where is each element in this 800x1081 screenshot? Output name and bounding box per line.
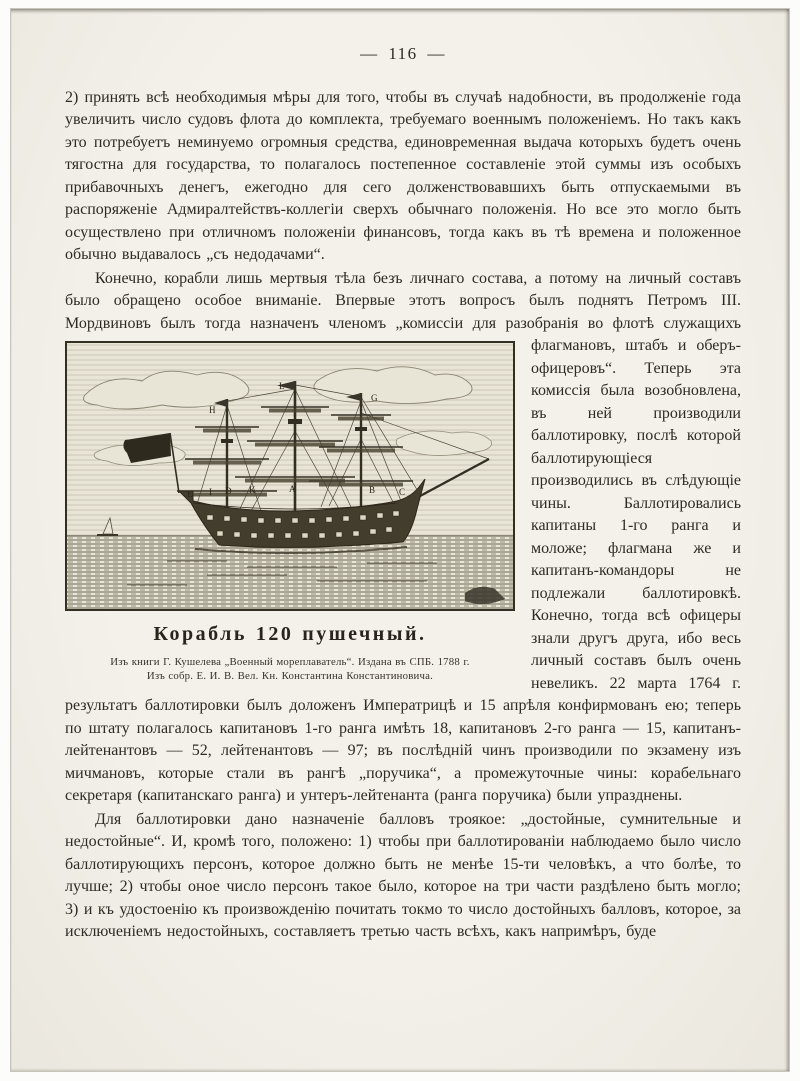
plate-letter: E — [187, 489, 193, 499]
plate-letter: A — [289, 484, 296, 494]
scanned-page — [10, 8, 790, 1072]
plate-letter: Н — [209, 405, 216, 415]
paragraph-1: 2) принять всѣ необходимыя мѣры для того, чтобы въ случаѣ надобности, въ продолженіе года увеличить число судовъ флота до комплекта, требуемаго военнымъ положеніемъ. Но такъ какъ это потребуетъ неминуемо огромныя средства, единовременная выдача которыхъ будетъ очень тягостна для государства, то полагалось постепенное составленіе этой суммы изъ особыхъ прибавочныхъ денегъ, ежегодно для сего долженствовавшихъ быть отпускаемыми въ распоряженіе Адмиралтействъ-коллегіи сверхъ обычнаго положенія. Но все это могло быть осуществлено при отличномъ положеніи финансовъ, тогда какъ въ тѣ времена и положенное обычно выдавалось „съ недодачами“. — [65, 88, 741, 263]
page-number: — 116 — — [360, 44, 446, 63]
plate-letter: L — [279, 381, 285, 391]
paragraph-3: Для баллотировки дано назначеніе балловъ троякое: „достойные, сумнительные и недостойные“. И, кромѣ того, положено: 1) чтобы при баллотированіи наблюдаемо было число баллотирующихъ персонъ, которое должно быть не менѣе 15-ти человѣкъ, а что болѣе, то лучше; 2) чтобы оное число персонъ такое было, которое на три части раздѣлено быть могло; 3) и къ удостоенію къ произвожденію почитать токмо то число достойныхъ балловъ, которое, за исключеніемъ недостойныхъ, составляетъ третью часть всѣхъ, какъ напримѣръ, буде — [65, 810, 741, 940]
plate-letter: B — [369, 485, 376, 495]
plate-letter: G — [371, 393, 378, 403]
paragraph-2 — [65, 268, 741, 808]
paragraph-2-text-after-figure: для разобранія во флотѣ служащихъ флагмановъ, штабъ и оберъ-офицеровъ“. Теперь эта комиссія была возобновлена, въ ней производили баллотировку, послѣ которой баллотирующіеся производились въ слѣдующіе чины. Баллотировались капитаны 1-го ранга и моложе; флагмана же и капитанъ-командоры не подлежали баллотировкѣ. Конечно, тогда всѣ офицеры знали другъ друга, ибо весь личный составъ былъ очень невеликъ. 22 марта 1764 г. результатъ баллотировки былъ доложенъ Императрицѣ и 15 апрѣля конфирмованъ ею; теперь по штату полагалось капитановъ 1-го ранга имѣть 18, капитановъ 2-го ранга — 15, капитанъ-лейтенантовъ — 52, лейтенантовъ — 97; въ послѣдній чинъ производили по экзамену изъ мичмановъ, которые стали въ рангѣ „поручика“, а промежуточные чины: корабельнаго секретаря (капитанскаго ранга) и унтеръ-лейтенанта (ранга поручика) были упразднены. — [65, 314, 741, 804]
plate-letter: C — [399, 487, 406, 497]
plate-letter: I — [209, 487, 212, 497]
page-content — [65, 43, 741, 945]
figure-credit-line-2: Изъ собр. Е. И. В. Вел. Кн. Константина Константиновича. — [146, 670, 434, 682]
figure-caption-title: Корабль 120 пушечный. — [153, 623, 427, 645]
ship-illustration-svg — [67, 343, 513, 609]
figure-credit-line-1: Изъ книги Г. Кушелева „Военный мореплаватель“. Издана въ СПБ. 1788 г. — [110, 655, 470, 668]
plate-letter: K — [249, 485, 256, 495]
paragraph-2-text-before-figure: Конечно, корабли лишь мертвыя тѣла безъ личнаго состава, а потому на личный составъ было обращено особое вниманіе. Впервые этотъ вопросъ былъ поднятъ Петромъ III. Мордвиновъ былъ тогда назначенъ членомъ „комиссіи — [65, 269, 741, 332]
ship-figure — [65, 341, 515, 684]
plate-letter: D — [225, 486, 232, 496]
ship-engraving — [65, 341, 515, 611]
